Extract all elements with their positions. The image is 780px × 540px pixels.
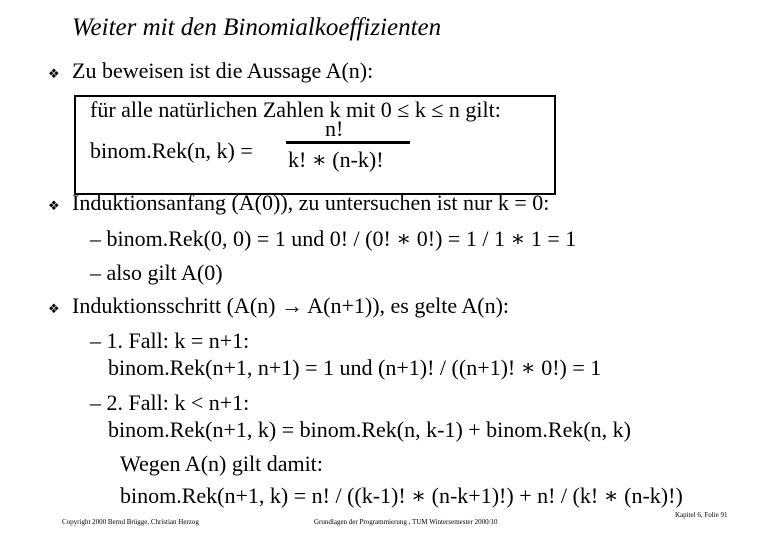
case-2-line: binom.Rek(n+1, k) = binom.Rek(n, k-1) + binom.Rek(n, k) [108,417,631,442]
bullet-icon: ❖ [48,198,60,213]
case-2-conclusion-line: binom.Rek(n+1, k) = n! / ((k-1)! ∗ (n-k+1)!) + n! / (k! ∗ (n-k)!) [120,483,683,508]
bullet-icon: ❖ [48,301,60,316]
case-2-conclusion-heading: Wegen A(n) gilt damit: [120,451,323,476]
bullet-claim: Zu beweisen ist die Aussage A(n): [72,58,374,83]
box-lhs: binom.Rek(n, k) = [90,138,253,163]
bullet-base-case: Induktionsanfang (A(0)), zu untersuchen ist nur k = 0: [72,190,550,215]
bullet-icon: ❖ [48,66,60,81]
base-case-line-1: – binom.Rek(0, 0) = 1 und 0! / (0! ∗ 0!) = 1 / 1 ∗ 1 = 1 [90,226,577,251]
footer-slide-number: Kapitel 6, Folie 91 [675,511,728,519]
slide-title: Weiter mit den Binomialkoeffizienten [72,14,442,41]
fraction-line [286,141,410,144]
case-2-heading: – 2. Fall: k < n+1: [90,390,250,415]
case-1-heading: – 1. Fall: k = n+1: [90,328,250,353]
fraction-numerator: n! [325,116,344,141]
footer-course: Grundlagen der Programmierung , TUM Wintersemester 2000/10 [314,518,498,526]
box-condition: für alle natürlichen Zahlen k mit 0 ≤ k ≤ n gilt: [90,97,501,122]
bullet-induction-step: Induktionsschritt (A(n) → A(n+1)), es gelte A(n): [72,293,510,318]
fraction-denominator: k! ∗ (n-k)! [288,147,384,172]
base-case-line-2: – also gilt A(0) [90,260,223,285]
case-1-line: binom.Rek(n+1, n+1) = 1 und (n+1)! / ((n+1)! ∗ 0!) = 1 [108,355,602,380]
footer-copyright: Copyright 2000 Bernd Brügge, Christian Herzog [62,518,199,526]
